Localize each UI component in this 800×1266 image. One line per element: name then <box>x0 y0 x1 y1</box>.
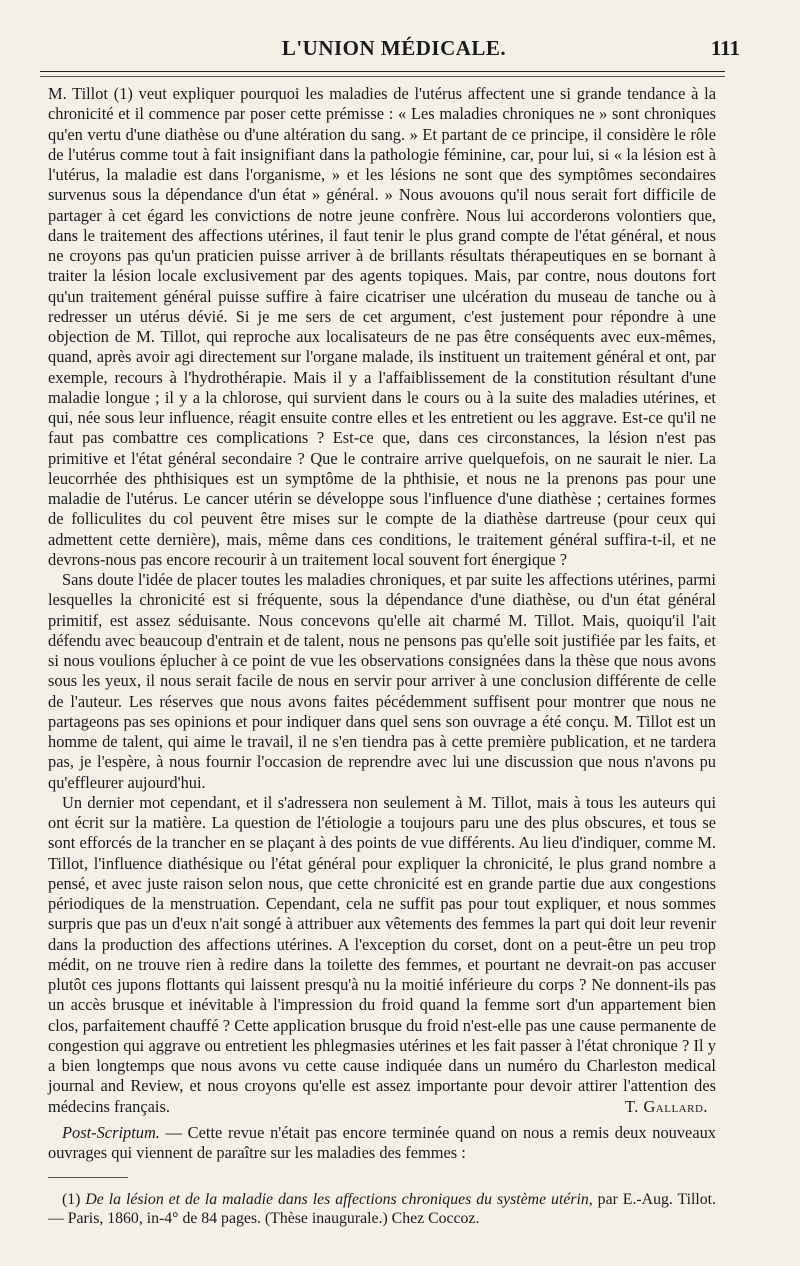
paragraph-1: M. Tillot (1) veut expliquer pourquoi les maladies de l'utérus affectent une si grande tendance à la chronicité et il commence par poser cette prémisse : « Les maladies chroniques ne » sont chroniques qu'en vertu d'une diathèse ou d'une altération du sang. » Et partant de ce principe, il considère le rôle de l'utérus comme tout à fait insignifiant dans la pathologie féminine, car, pour lui, si « la lésion est à l'utérus, la maladie est dans l'organisme, » et les lésions ne sont que des symptômes secondaires survenus sous la dépendance d'un état » général. » Nous avouons qu'il nous serait fort difficile de partager à cet égard les convictions de notre jeune confrère. Nous lui accorderons volontiers que, dans le traitement des affections utérines, il faut tenir le plus grand compte de l'état général, et nous ne croyons pas qu'un praticien puisse arriver à de brillants résultats thérapeutiques en se bornant à traiter la lésion locale exclusivement par des agents topiques. Mais, par contre, nous doutons fort qu'un traitement général puisse suffire à faire cicatriser une ulcération du museau de tanche ou à redresser un utérus dévié. Si je me sers de cet argument, c'est justement pour répondre à une objection de M. Tillot, qui reproche aux localisateurs de ne pas être conséquents avec eux-mêmes, quand, après avoir agi directement sur l'organe malade, ils instituent un traitement général et ont, par exemple, recours à l'hydrothérapie. Mais il y a l'affaiblissement de la constitution résultant d'une maladie longue ; il y a la chlorose, qui survient dans le cours ou à la suite des maladies utérines, et qui, née sous leur influence, réagit ensuite contre elles et les entretient ou les aggrave. Est-ce qu'il ne faut pas combattre ces complications ? Est-ce que, dans ces circonstances, la lésion n'est pas primitive et l'état général secondaire ? Que le contraire arrive quelquefois, on ne saurait le nier. La leucorrhée des phthisiques est un symptôme de la phthisie, et nous ne la prenons pas pour une maladie de l'utérus. Le cancer utérin se développe sous l'influence d'une diathèse ; certaines formes de folliculites du col peuvent être mises sur le compte de la diathèse dartreuse (pour ceux qui admettent cette dernière), mais, même dans ces conditions, le traitement général suffira-t-il, et ne devrons-nous pas encore recourir à un traitement local souvent fort énergique ? <box>48 84 716 569</box>
paragraph-2: Sans doute l'idée de placer toutes les maladies chroniques, et par suite les affections utérines, parmi lesquelles la chronicité est si fréquente, sous la dépendance d'une diathèse, ou d'un état général primitif, est assez séduisante. Nous concevons qu'elle ait charmé M. Tillot. Mais, quoiqu'il l'ait défendu avec beaucoup d'entrain et de talent, nous ne pensons pas qu'elle soit justifiée par les faits, et si nous voulions éplucher à ce point de vue les observations consignées dans la thèse que nous avons sous les yeux, il nous serait facile de nous en servir pour arriver à une conclusion différente de celle de l'auteur. Les réserves que nous avons faites pécédemment suffisent pour montrer que nous ne partageons pas ses opinions et pour indiquer dans quel sens son ouvrage a été conçu. M. Tillot est un homme de talent, qui aime le travail, il ne s'en tiendra pas à cette première publication, et ne tardera pas, je l'espère, à nous fournir l'occasion de reprendre avec lui une discussion que nous n'avons pu qu'effleurer aujourd'hui. <box>48 570 716 792</box>
postscript-label: Post-Scriptum. <box>62 1122 160 1142</box>
footnote-title: De la lésion et de la maladie dans les affections chroniques du système utérin <box>85 1191 589 1209</box>
article-body <box>48 84 716 1228</box>
page-number: 111 <box>710 36 740 60</box>
footnote-rest: , par E.-Aug. Tillot. — Paris, 1860, in-4° de 84 pages. (Thèse inaugurale.) Chez Coccoz. <box>48 1191 716 1228</box>
footnote-separator <box>48 1177 128 1178</box>
paragraph-3-text: Un dernier mot cependant, et il s'adressera non seulement à M. Tillot, mais à tous les auteurs qui ont écrit sur la matière. La question de l'étiologie a toujours paru une des plus obscures, et tous se sont efforcés de la trancher en se plaçant à des points de vue différents. Au lieu d'indiquer, comme M. Tillot, l'influence diathésique ou l'état général pour expliquer la chronicité, le plus grand nombre a pensé, et avec juste raison selon nous, que cette chronicité est en grande partie due aux congestions périodiques de la menstruation. Cependant, cela ne suffit pas pour tout expliquer, et nous sommes surpris que pas un d'eux n'ait songé à attribuer aux vêtements des femmes la part qui doit leur revenir dans la production des affections utérines. A l'exception du corset, dont on a peut-être un peu trop médit, on ne trouve rien à redire dans la toilette des femmes, et pourtant ne devrait-on pas accuser plutôt ces jupons flottants qui laissent presqu'à nu la moitié inférieure du corps ? Ne donnent-ils pas un accès brusque et inévitable à l'impression du froid quand la femme sort d'un appartement bien clos, parfaitement chauffé ? Cette application brusque du froid n'est-elle pas une cause permanente de congestion qui aggrave ou entretient les phlegmasies utérines et les fait passer à l'état chronique ? Il y a bien longtemps que nous avons vu cette cause indiquée dans un numéro du Charleston medical journal and Review, et nous croyons qu'elle est assez importante pour devoir attirer l'attention des médecins français. <box>48 792 716 1116</box>
header-rule-thick <box>40 71 725 72</box>
paragraph-3 <box>48 793 716 1117</box>
signature-row <box>48 1097 716 1117</box>
header-rule-thin <box>40 76 725 77</box>
postscript <box>48 1123 716 1164</box>
running-title: L'UNION MÉDICALE. <box>281 36 507 60</box>
page-header <box>48 36 740 66</box>
postscript-text: — Cette revue n'était pas encore terminée quand on nous a remis deux nouveaux ouvrages qui viennent de paraître sur les maladies des femmes : <box>48 1122 716 1162</box>
footnote-marker: (1) <box>62 1191 81 1209</box>
author-signature: T. Gallard. <box>624 1096 708 1116</box>
footnote <box>48 1190 716 1228</box>
